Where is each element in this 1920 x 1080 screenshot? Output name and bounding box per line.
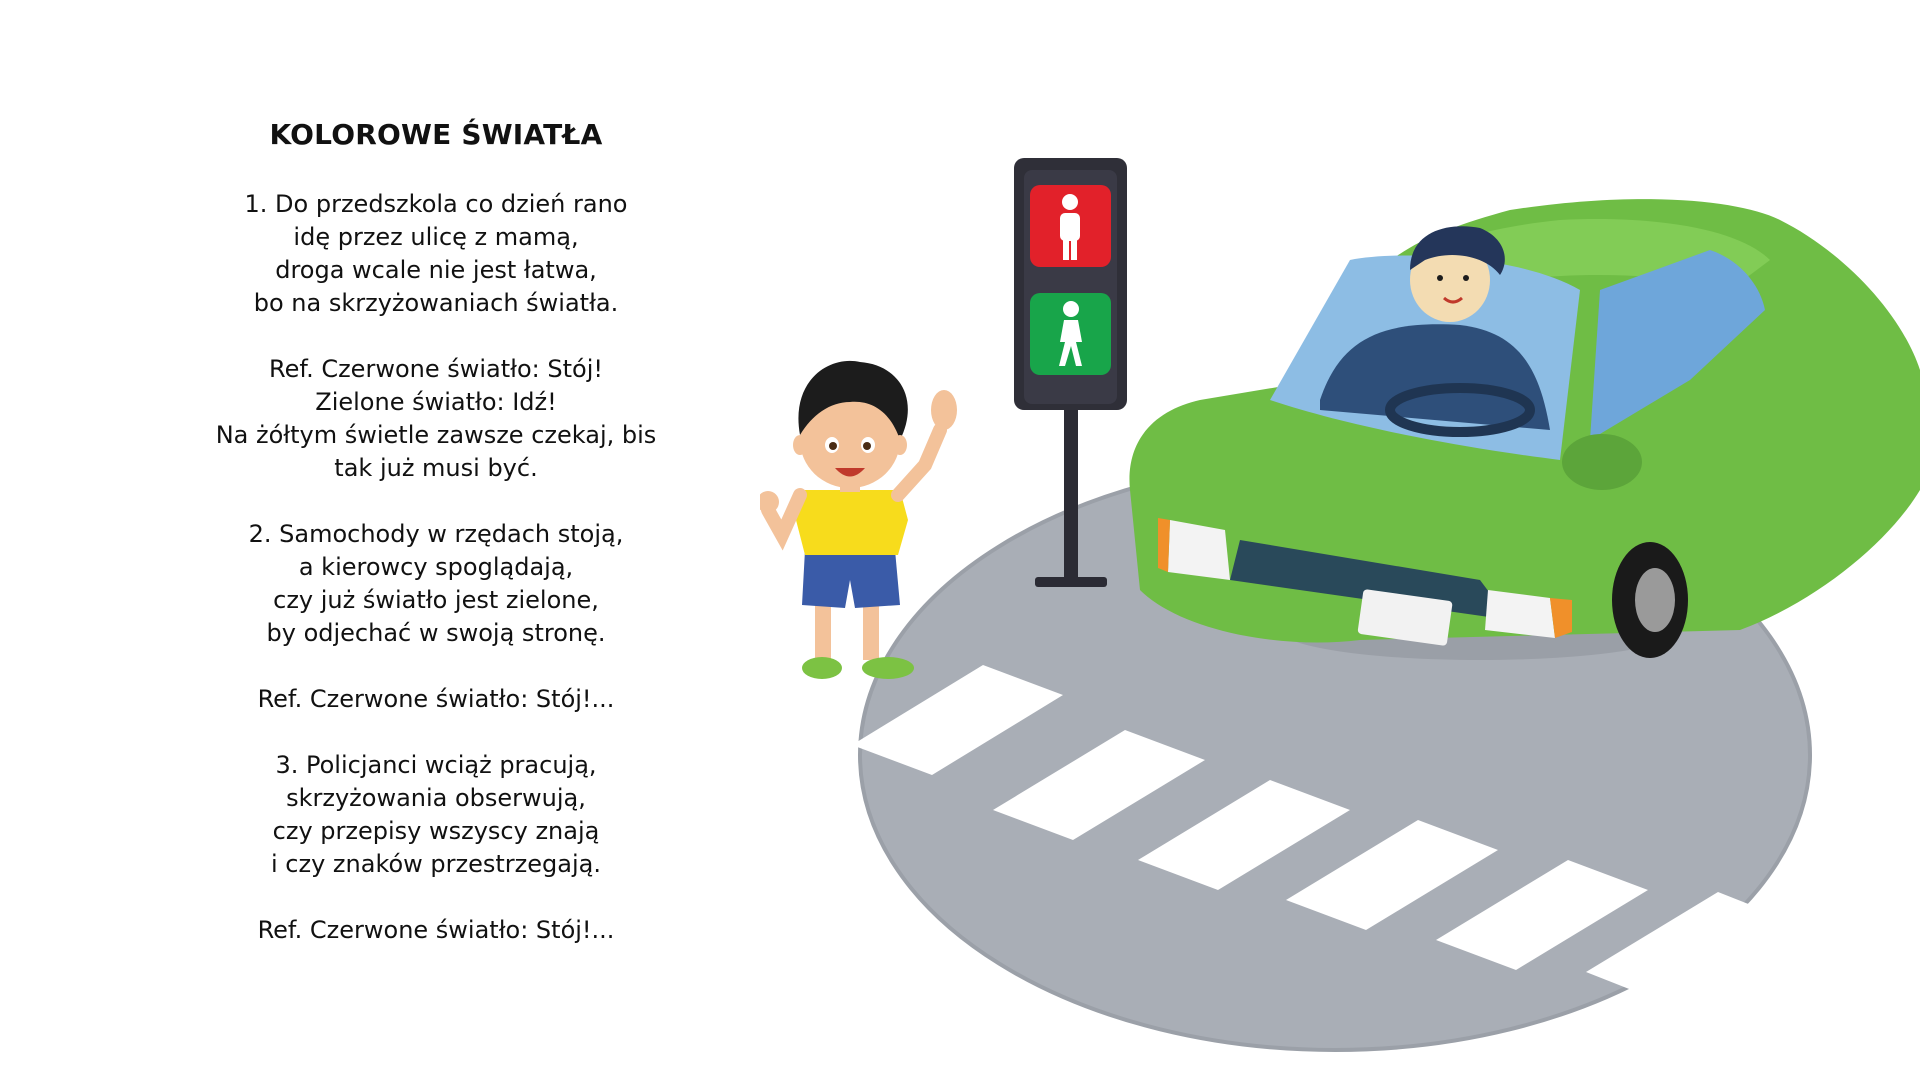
lyric-line: droga wcale nie jest łatwa,	[275, 256, 597, 284]
lyric-line: Ref. Czerwone światło: Stój!	[269, 355, 603, 383]
pedestrian-red-icon	[1030, 185, 1111, 267]
lyric-line: Na żółtym świetle zawsze czekaj, bis	[215, 421, 657, 449]
car-with-driver-icon	[1129, 199, 1920, 660]
lyric-line: bo na skrzyżowaniach światła.	[253, 289, 619, 317]
chorus	[150, 353, 722, 485]
lyric-line: tak już musi być.	[334, 454, 538, 482]
lyric-line: idę przez ulicę z mamą,	[293, 223, 579, 251]
lyric-line: by odjechać w swoją stronę.	[266, 619, 606, 647]
lyric-line: Ref. Czerwone światło: Stój!...	[257, 916, 615, 944]
lyric-line: czy już światło jest zielone,	[273, 586, 599, 614]
song-lyrics	[150, 118, 722, 980]
chorus-repeat	[150, 914, 722, 947]
lyric-line: Ref. Czerwone światło: Stój!...	[257, 685, 615, 713]
stanza-2	[150, 518, 722, 650]
traffic-scene-illustration	[760, 110, 1920, 1060]
song-title: KOLOROWE ŚWIATŁA	[269, 118, 603, 151]
lyric-line: skrzyżowania obserwują,	[286, 784, 586, 812]
stanza-3	[150, 749, 722, 881]
lyric-line: 1. Do przedszkola co dzień rano	[244, 190, 628, 218]
lyric-line: Zielone światło: Idź!	[315, 388, 557, 416]
chorus-repeat	[150, 683, 722, 716]
lyric-line: czy przepisy wszyscy znają	[272, 817, 600, 845]
pedestrian-green-icon	[1030, 293, 1111, 375]
stanza-1	[150, 188, 722, 320]
lyric-line: i czy znaków przestrzegają.	[271, 850, 601, 878]
lyric-line: 3. Policjanci wciąż pracują,	[275, 751, 597, 779]
lyric-line: a kierowcy spoglądają,	[298, 553, 574, 581]
lyric-line: 2. Samochody w rzędach stoją,	[248, 520, 624, 548]
